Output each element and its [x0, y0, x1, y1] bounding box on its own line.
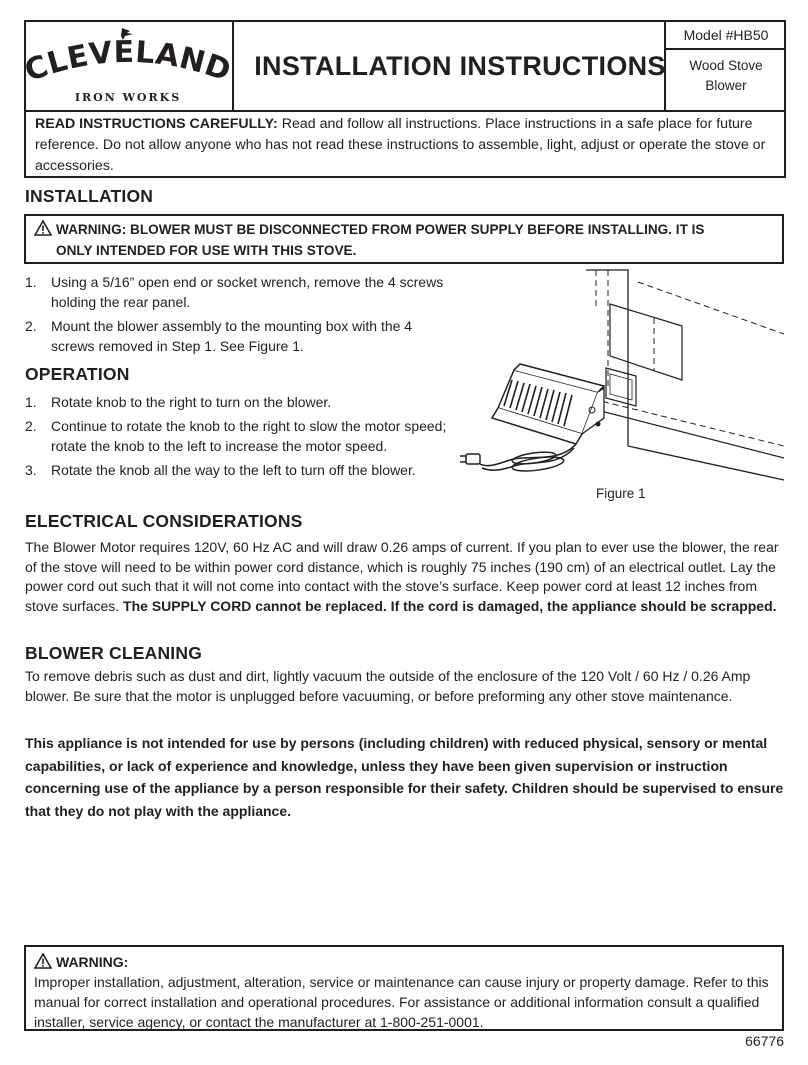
list-item	[25, 392, 465, 412]
bottom-warning-box	[24, 945, 784, 1031]
svg-text:CLEVELAND	[26, 35, 230, 89]
electrical-heading: ELECTRICAL CONSIDERATIONS	[25, 511, 303, 531]
cleaning-heading: BLOWER CLEANING	[25, 643, 203, 663]
bottom-warning-text: Improper installation, adjustment, alteration, service or maintenance can cause injury or property damage. Refer to this manual for correct installation and operational procedures. For assistance or additional information consult a qualified installer, service agency, or contact the manufacturer at 1-800-251-0001.	[34, 974, 769, 1030]
step-number: 1.	[25, 394, 37, 410]
operation-steps	[25, 392, 465, 484]
electrical-body: The Blower Motor requires 120V, 60 Hz AC and will draw 0.26 amps of current. If you plan to ever use the blower, the rear of the stove will need to be within power cord distance, which is roughly 75 inches (190 cm) of an electrical outlet. Lay the power cord out such that it will not come into contact with the stove’s surface. Keep power cord at least 12 inches from stove surfaces.	[25, 539, 779, 614]
step-text: Using a 5/16” open end or socket wrench, remove the 4 screws holding the rear panel.	[51, 274, 444, 310]
cleveland-logo-icon	[26, 22, 230, 108]
model-number: Model #HB50	[666, 22, 786, 50]
electrical-text	[25, 538, 785, 616]
model-column	[664, 22, 786, 110]
read-instructions-block	[26, 110, 784, 178]
blower-housing	[492, 364, 604, 444]
blower-installation-figure	[458, 268, 784, 488]
safety-notice: This appliance is not intended for use by persons (including children) with reduced physical, sensory or mental capabilities, or lack of experience and knowledge, unless they have been given supervision or instruction concerning use of the appliance by a person responsible for their safety. Children should be supervised to ensure that they do not play with the appliance.	[25, 735, 784, 819]
bottom-warning-title: WARNING:	[56, 954, 129, 970]
list-item	[25, 316, 455, 356]
step-number: 3.	[25, 462, 37, 478]
cleaning-text: To remove debris such as dust and dirt, lightly vacuum the outside of the enclosure of the 120 Volt / 60 Hz / 0.26 Amp blower. Be sure that the motor is unplugged before vacuuming, or before preforming any other stove maintenance.	[25, 668, 751, 704]
power-cord	[460, 444, 576, 474]
title-cell	[234, 22, 686, 110]
product-line-1: Wood Stove	[689, 58, 763, 73]
installation-warning-box	[24, 214, 784, 264]
step-number: 2.	[25, 318, 37, 334]
list-item	[25, 272, 455, 312]
page-title: INSTALLATION INSTRUCTIONS	[254, 50, 666, 81]
operation-heading: OPERATION	[25, 364, 130, 384]
product-name	[666, 50, 786, 96]
figure-caption: Figure 1	[596, 486, 646, 501]
electrical-bold: The SUPPLY CORD cannot be replaced. If the cord is damaged, the appliance should be scrapped.	[123, 597, 777, 614]
warning-line-1: WARNING: BLOWER MUST BE DISCONNECTED FROM POWER SUPPLY BEFORE INSTALLING. IT IS	[56, 222, 705, 237]
document-number: 66776	[745, 1033, 784, 1049]
installation-steps	[25, 272, 455, 360]
read-text: Read and follow all instructions. Place instructions in a safe place for future reference. Do not allow anyone who has not read these instructions to assemble, light, adjust or operate the stove or accessories.	[35, 116, 766, 174]
logo-sub-text: IRON WORKS	[74, 91, 182, 104]
read-label: READ INSTRUCTIONS CAREFULLY:	[35, 116, 278, 132]
warning-triangle-icon	[34, 220, 52, 236]
step-text: Mount the blower assembly to the mounting box with the 4 screws removed in Step 1. See Figure 1.	[51, 318, 413, 354]
list-item	[25, 460, 465, 480]
logo-main-text: LEVELAN	[43, 34, 210, 82]
warning-triangle-icon	[34, 953, 52, 969]
product-line-2: Blower	[705, 78, 747, 93]
warning-line-2: ONLY INTENDED FOR USE WITH THIS STOVE.	[56, 243, 357, 258]
header-box	[24, 20, 786, 178]
step-text: Rotate knob to the right to turn on the blower.	[51, 394, 332, 410]
step-number: 1.	[25, 274, 37, 290]
installation-heading: INSTALLATION	[25, 186, 154, 206]
step-text: Continue to rotate the knob to the right to slow the motor speed; rotate the knob to the left to increase the motor speed.	[51, 418, 447, 454]
logo	[26, 22, 234, 110]
list-item	[25, 416, 450, 456]
step-text: Rotate the knob all the way to the left to turn off the blower.	[51, 462, 416, 478]
step-number: 2.	[25, 418, 37, 434]
